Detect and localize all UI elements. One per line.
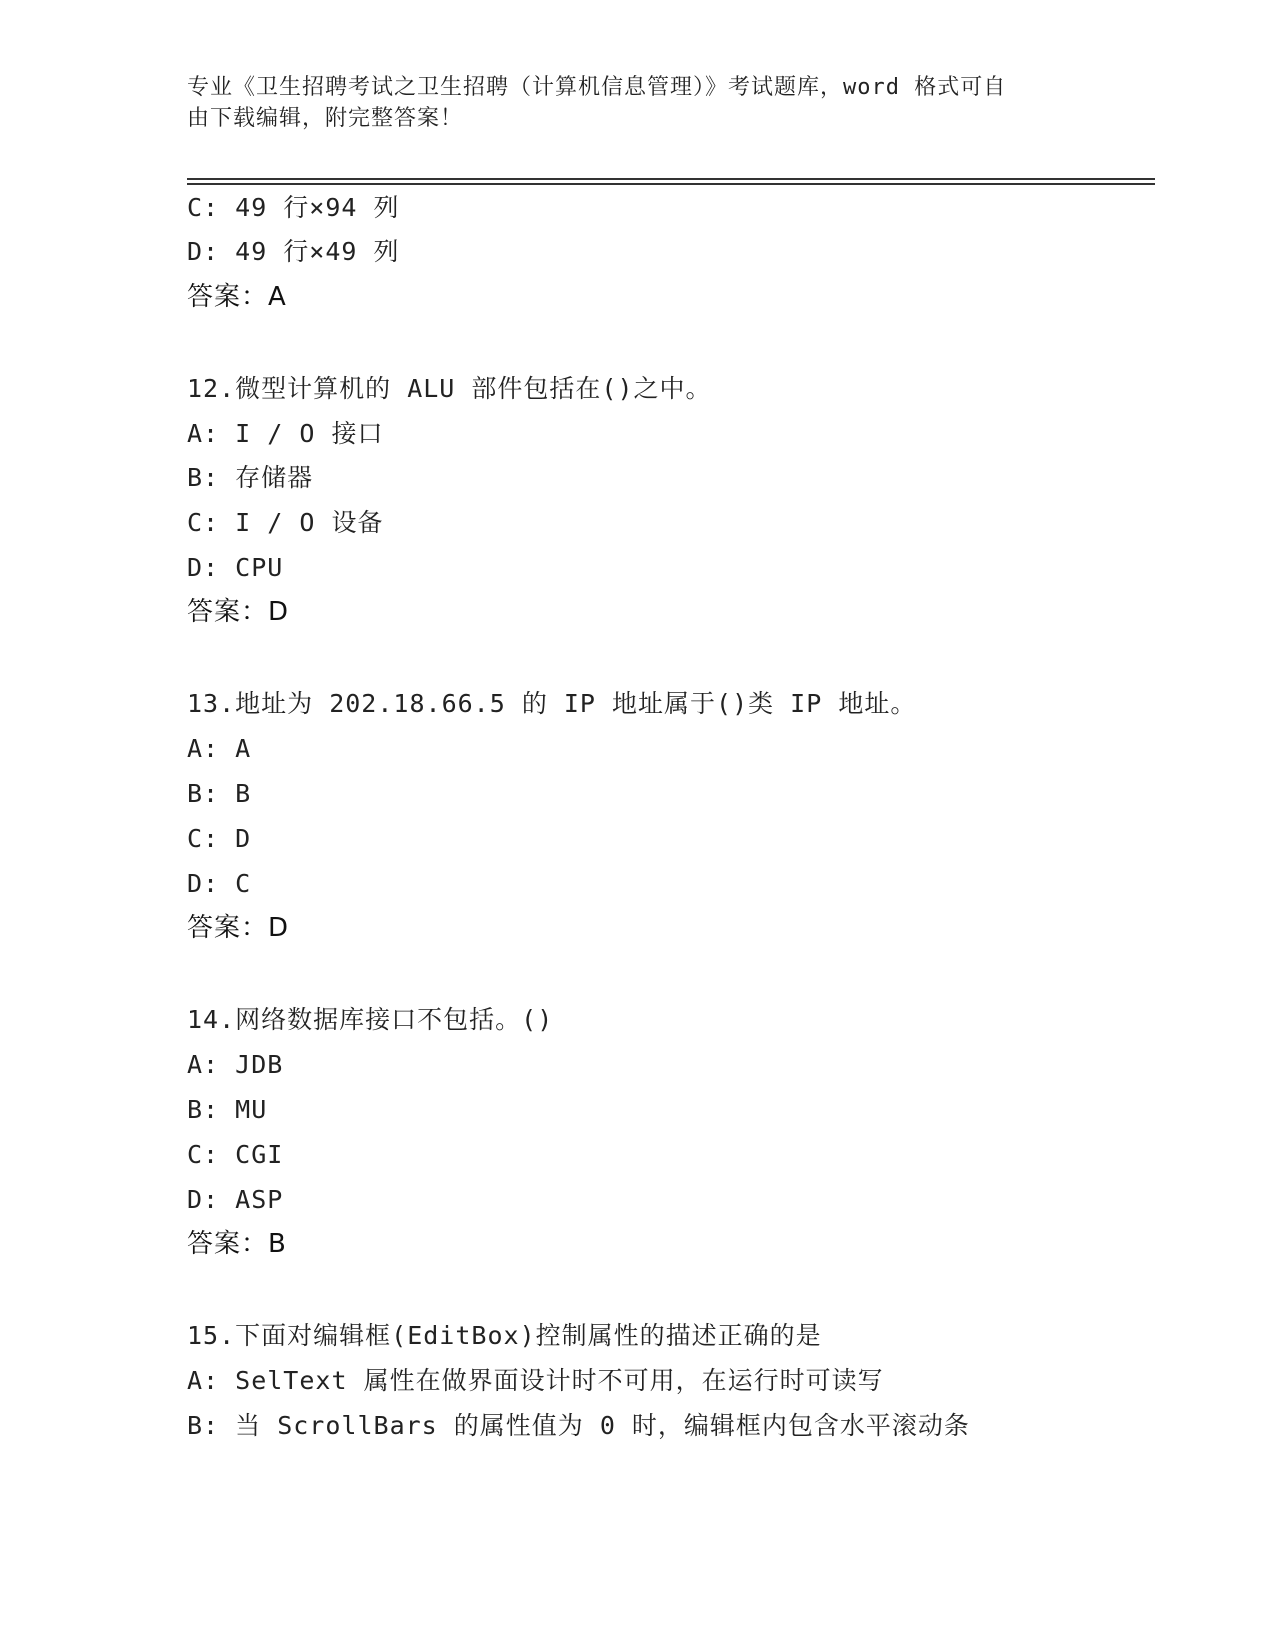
header-rule-bottom — [187, 183, 1155, 185]
q14-question: 14.网络数据库接口不包括。() — [187, 1005, 554, 1034]
q11-answer: 答案：A — [187, 282, 287, 312]
q11-option-c: C: 49 行×94 列 — [187, 193, 400, 222]
q13-question: 13.地址为 202.18.66.5 的 IP 地址属于()类 IP 地址。 — [187, 689, 917, 718]
document-header — [187, 72, 1087, 134]
q12-option-d: D: CPU — [187, 553, 284, 582]
q12-option-a: A: I / O 接口 — [187, 419, 384, 448]
q12-answer: 答案：D — [187, 597, 290, 627]
q13-answer: 答案：D — [187, 913, 290, 943]
header-line-1: 专业《卫生招聘考试之卫生招聘（计算机信息管理）》考试题库，word 格式可自 — [187, 75, 1007, 100]
header-rule-top — [187, 178, 1155, 180]
q14-option-b: B: MU — [187, 1095, 268, 1124]
q12-option-c: C: I / O 设备 — [187, 508, 384, 537]
q13-option-a: A: A — [187, 734, 252, 763]
q13-option-c: C: D — [187, 824, 252, 853]
q15-question: 15.下面对编辑框(EditBox)控制属性的描述正确的是 — [187, 1321, 822, 1350]
q12-option-b: B: 存储器 — [187, 463, 314, 492]
q14-option-d: D: ASP — [187, 1185, 284, 1214]
q14-option-c: C: CGI — [187, 1140, 284, 1169]
q14-option-a: A: JDB — [187, 1050, 284, 1079]
q12-question: 12.微型计算机的 ALU 部件包括在()之中。 — [187, 374, 712, 403]
q11-option-d: D: 49 行×49 列 — [187, 237, 400, 266]
q15-option-b: B: 当 ScrollBars 的属性值为 0 时，编辑框内包含水平滚动条 — [187, 1411, 970, 1440]
q13-option-d: D: C — [187, 869, 252, 898]
q15-option-a: A: SelText 属性在做界面设计时不可用，在运行时可读写 — [187, 1366, 884, 1395]
header-line-2: 由下载编辑，附完整答案！ — [187, 106, 464, 131]
q13-option-b: B: B — [187, 779, 252, 808]
q14-answer: 答案：B — [187, 1229, 287, 1259]
